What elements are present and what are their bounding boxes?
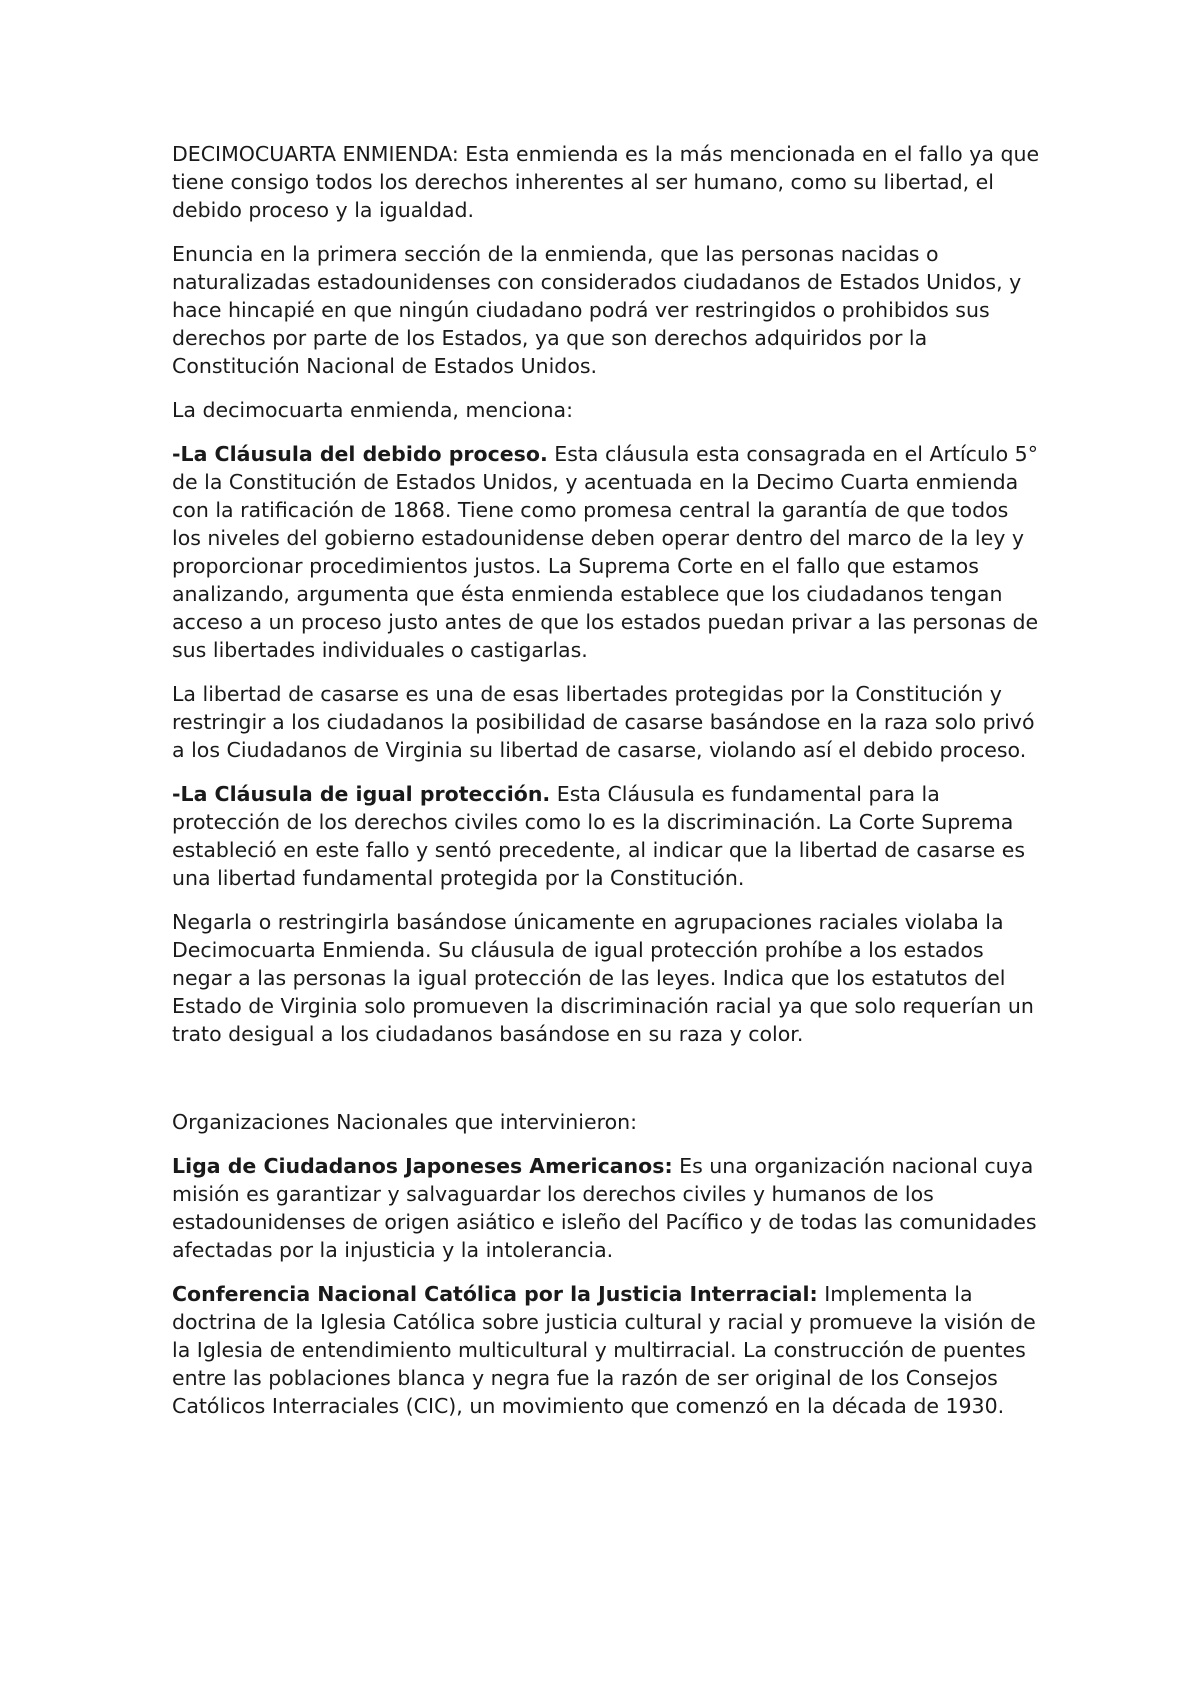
paragraph-text: Organizaciones Nacionales que intervinieron: [172, 1110, 638, 1134]
paragraph-negarla [172, 908, 1040, 1048]
paragraph-text: La decimocuarta enmienda, menciona: [172, 398, 574, 422]
paragraph-text: Es una organización nacional cuya misión es garantizar y salvaguardar los derechos civiles y humanos de los estadounidenses de origen asiático e isleño del Pacífico y de todas las comunidades afectadas por la injusticia y la intolerancia. [172, 1154, 1037, 1262]
paragraph-organizaciones [172, 1108, 1040, 1136]
paragraph-menciona [172, 396, 1040, 424]
paragraph-lead: -La Cláusula de igual protección. [172, 782, 551, 806]
paragraph-text: La libertad de casarse es una de esas libertades protegidas por la Constitución y restringir a los ciudadanos la posibilidad de casarse basándose en la raza solo privó a los Ciudadanos de Virginia su libertad de casarse, violando así el debido proceso. [172, 682, 1035, 762]
paragraph-conferencia-catolica [172, 1280, 1040, 1420]
paragraph-text: Esta Cláusula es fundamental para la protección de los derechos civiles como lo es la discriminación. La Corte Suprema estableció en este fallo y sentó precedente, al indicar que la libertad de casarse es una libertad fundamental protegida por la Constitución. [172, 782, 1026, 890]
paragraph-primera-seccion [172, 240, 1040, 380]
paragraph-text: Esta cláusula esta consagrada en el Artículo 5° de la Constitución de Estados Unidos, y acentuada en la Decimo Cuarta enmienda con la ratificación de 1868. Tiene como promesa central la garantía de que todos los niveles del gobierno estadounidense deben operar dentro del marco de la ley y proporcionar procedimientos justos. La Suprema Corte en el fallo que estamos analizando, argumenta que ésta enmienda establece que los ciudadanos tengan acceso a un proceso justo antes de que los estados puedan privar a las personas de sus libertades individuales o castigarlas. [172, 442, 1039, 662]
document-page [172, 140, 1040, 1436]
paragraph-text: Negarla o restringirla basándose únicamente en agrupaciones raciales violaba la Decimocuarta Enmienda. Su cláusula de igual protección prohíbe a los estados negar a las personas la igual protección de las leyes. Indica que los estatutos del Estado de Virginia solo promueven la discriminación racial ya que solo requerían un trato desigual a los ciudadanos basándose en su raza y color. [172, 910, 1034, 1046]
paragraph-lead: Liga de Ciudadanos Japoneses Americanos: [172, 1154, 673, 1178]
paragraph-decimocuarta-enmienda [172, 140, 1040, 224]
paragraph-liga-ciudadanos [172, 1152, 1040, 1264]
empty-line [172, 1064, 1040, 1092]
paragraph-libertad-casarse [172, 680, 1040, 764]
paragraph-text: Implementa la doctrina de la Iglesia Católica sobre justicia cultural y racial y promueve la visión de la Iglesia de entendimiento multicultural y multirracial. La construcción de puentes entre las poblaciones blanca y negra fue la razón de ser original de los Consejos Católicos Interraciales (CIC), un movimiento que comenzó en la década de 1930. [172, 1282, 1036, 1418]
paragraph-lead: -La Cláusula del debido proceso. [172, 442, 548, 466]
paragraph-lead: Conferencia Nacional Católica por la Justicia Interracial: [172, 1282, 818, 1306]
paragraph-text: Enuncia en la primera sección de la enmienda, que las personas nacidas o naturalizadas estadounidenses con considerados ciudadanos de Estados Unidos, y hace hincapié en que ningún ciudadano podrá ver restringidos o prohibidos sus derechos por parte de los Estados, ya que son derechos adquiridos por la Constitución Nacional de Estados Unidos. [172, 242, 1022, 378]
paragraph-igual-proteccion [172, 780, 1040, 892]
paragraph-debido-proceso [172, 440, 1040, 664]
paragraph-text: DECIMOCUARTA ENMIENDA: Esta enmienda es la más mencionada en el fallo ya que tiene consigo todos los derechos inherentes al ser humano, como su libertad, el debido proceso y la igualdad. [172, 142, 1040, 222]
